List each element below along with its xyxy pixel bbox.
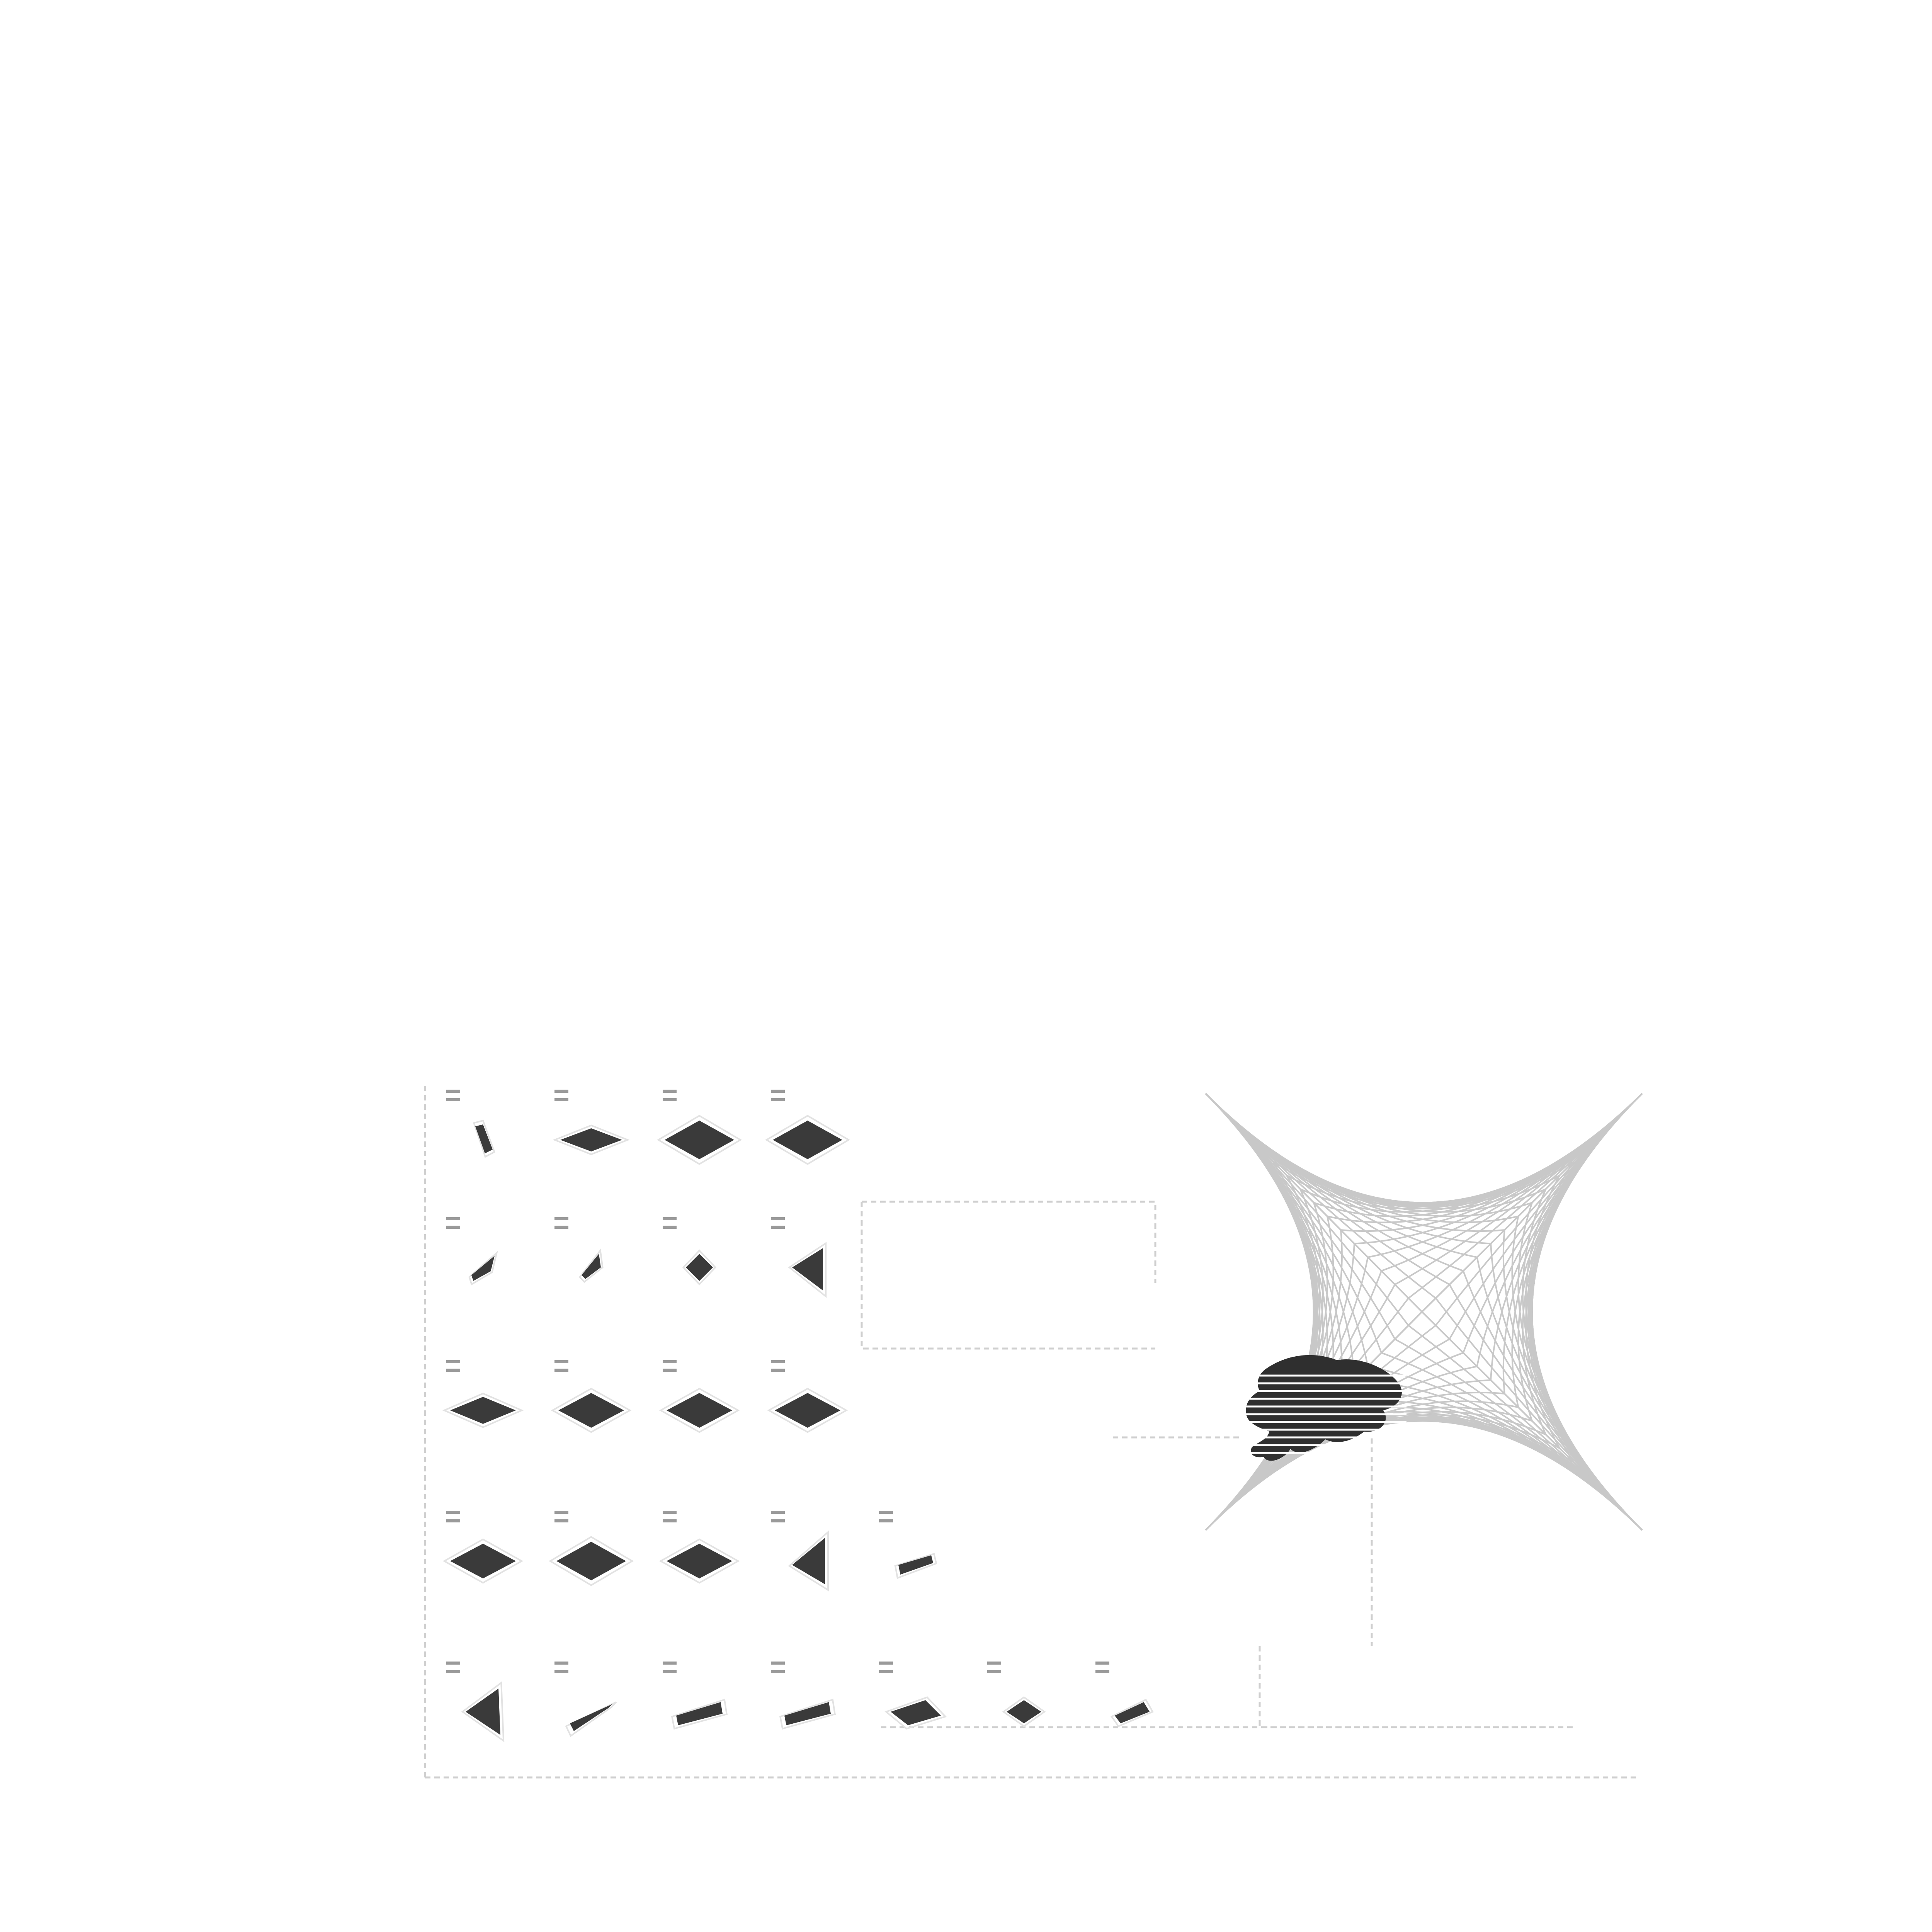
mesh-line [1206,1094,1314,1530]
panel-label-mark [446,1090,460,1101]
panel-shape [560,1128,622,1151]
mesh-line [1206,1094,1642,1203]
mesh-line [1532,1094,1642,1530]
panel-label-mark [663,1217,677,1229]
panel-label-mark [771,1217,785,1229]
mesh-line [1206,1094,1491,1243]
mesh-line [1491,1243,1642,1530]
parametric-panel-diagram [417,1074,1685,1801]
panel-label-mark [446,1217,460,1229]
panel-shape [450,1544,516,1578]
panel-label-mark [879,1511,893,1522]
panel-label-mark [554,1662,568,1673]
panel-label-mark [446,1360,460,1372]
panel-label-mark [554,1217,568,1229]
mesh-line [1206,1094,1436,1298]
panel-label-mark [879,1662,893,1673]
panel-label-mark [771,1360,785,1372]
panel-label-mark [771,1090,785,1101]
panel-shape [570,1704,612,1731]
panel-shape [775,1393,840,1428]
panel-label-mark [446,1662,460,1673]
panel-label-mark [446,1511,460,1522]
panel-shape [450,1397,516,1424]
guide-lines [425,1086,1638,1777]
panel-label-mark [554,1090,568,1101]
panel-shape [582,1254,601,1279]
panel-label-mark [554,1360,568,1372]
panel-label-mark [771,1662,785,1673]
panel-shape [1007,1700,1041,1723]
panel-label-mark [663,1511,677,1522]
mesh-line [1491,1094,1642,1380]
mesh-line [1206,1094,1408,1325]
panel-shape [556,1542,626,1580]
mesh-line [1206,1094,1314,1530]
panel-grid [444,1090,1153,1741]
mesh-line [1532,1094,1642,1530]
panel-label-mark [663,1090,677,1101]
panel-shape [665,1121,734,1159]
mesh-line [1354,1094,1642,1243]
hatched-footprint [1240,1355,1406,1461]
panel-label-mark [663,1360,677,1372]
panel-label-mark [771,1511,785,1522]
panel-shape [686,1254,713,1281]
panel-label-mark [1095,1662,1109,1673]
panel-shape [667,1393,732,1428]
panel-shape [773,1121,842,1159]
tensile-mesh-star [1206,1094,1642,1530]
panel-label-mark [987,1662,1001,1673]
panel-label-mark [554,1511,568,1522]
panel-label-mark [663,1662,677,1673]
mesh-line [1206,1094,1354,1380]
panel-shape [558,1393,624,1428]
panel-shape [667,1544,732,1578]
